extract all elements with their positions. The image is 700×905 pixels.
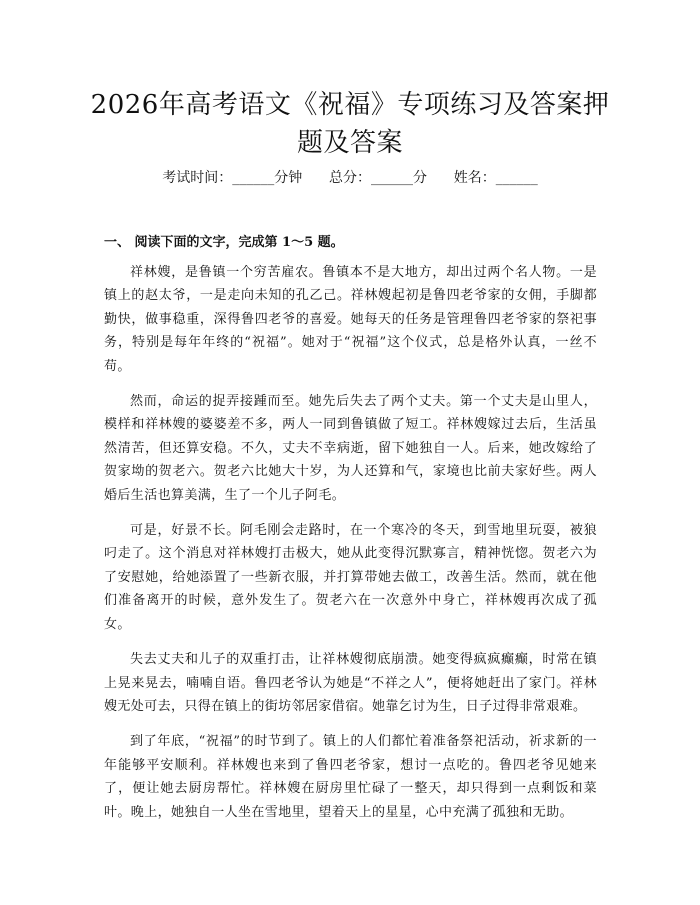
passage-paragraph: 祥林嫂，是鲁镇一个穷苦雇农。鲁镇本不是大地方，却出过两个名人物。一是镇上的赵太爷，一是走向未知的孔乙己。祥林嫂起初是鲁四老爷家的女佣，手脚都勤快，做事稳重，深得鲁四老爷的喜爱。她每天的任务是管理鲁四老爷家的祭祀事务，特别是每年年终的“祝福”。她对于“祝福”这个仪式，总是格外认真，一丝不苟。 <box>104 265 597 374</box>
section-heading: 一、 阅读下面的文字，完成第 1～5 题。 <box>104 235 344 250</box>
passage-paragraph: 失去丈夫和儿子的双重打击，让祥林嫂彻底崩溃。她变得疯疯癫癫，时常在镇上晃来晃去，喃喃自语。鲁四老爷认为她是“不祥之人”，便将她赶出了家门。祥林嫂无处可去，只得在镇上的街坊邻居家借宿。她靠乞讨为生，日子过得非常艰难。 <box>104 652 597 714</box>
exam-info-line: 考试时间：______分钟 总分：______分 姓名：______ <box>162 170 538 186</box>
passage-paragraph: 可是，好景不长。阿毛刚会走路时，在一个寒冷的冬天，到雪地里玩耍，被狼叼走了。这个消息对祥林嫂打击极大，她从此变得沉默寡言，精神恍惚。贺老六为了安慰她，给她添置了一些新衣服，并打算带她去做工，改善生活。然而，就在他们准备离开的时候，意外发生了。贺老六在一次意外中身亡，祥林嫂再次成了孤女。 <box>104 523 597 632</box>
passage-paragraph: 到了年底，“祝福”的时节到了。镇上的人们都忙着准备祭祀活动，祈求新的一年能够平安顺利。祥林嫂也来到了鲁四老爷家，想讨一点吃的。鲁四老爷见她来了，便让她去厨房帮忙。祥林嫂在厨房里忙碌了一整天，却只得到一点剩饭和菜叶。晚上，她独自一人坐在雪地里，望着天上的星星，心中充满了孤独和无助。 <box>104 734 597 820</box>
reading-passage <box>104 261 597 836</box>
passage-paragraph: 然而，命运的捉弄接踵而至。她先后失去了两个丈夫。第一个丈夫是山里人，模样和祥林嫂的婆婆差不多，两人一同到鲁镇做了短工。祥林嫂嫁过去后，生活虽然清苦，但还算安稳。不久，丈夫不幸病逝，留下她独自一人。后来，她改嫁给了贺家坳的贺老六。贺老六比她大十岁，为人还算和气，家境也比前夫家好些。两人婚后生活也算美满，生了一个儿子阿毛。 <box>104 394 597 503</box>
document-title: 2026年高考语文《祝福》专项练习及答案押题及答案 <box>90 90 610 158</box>
